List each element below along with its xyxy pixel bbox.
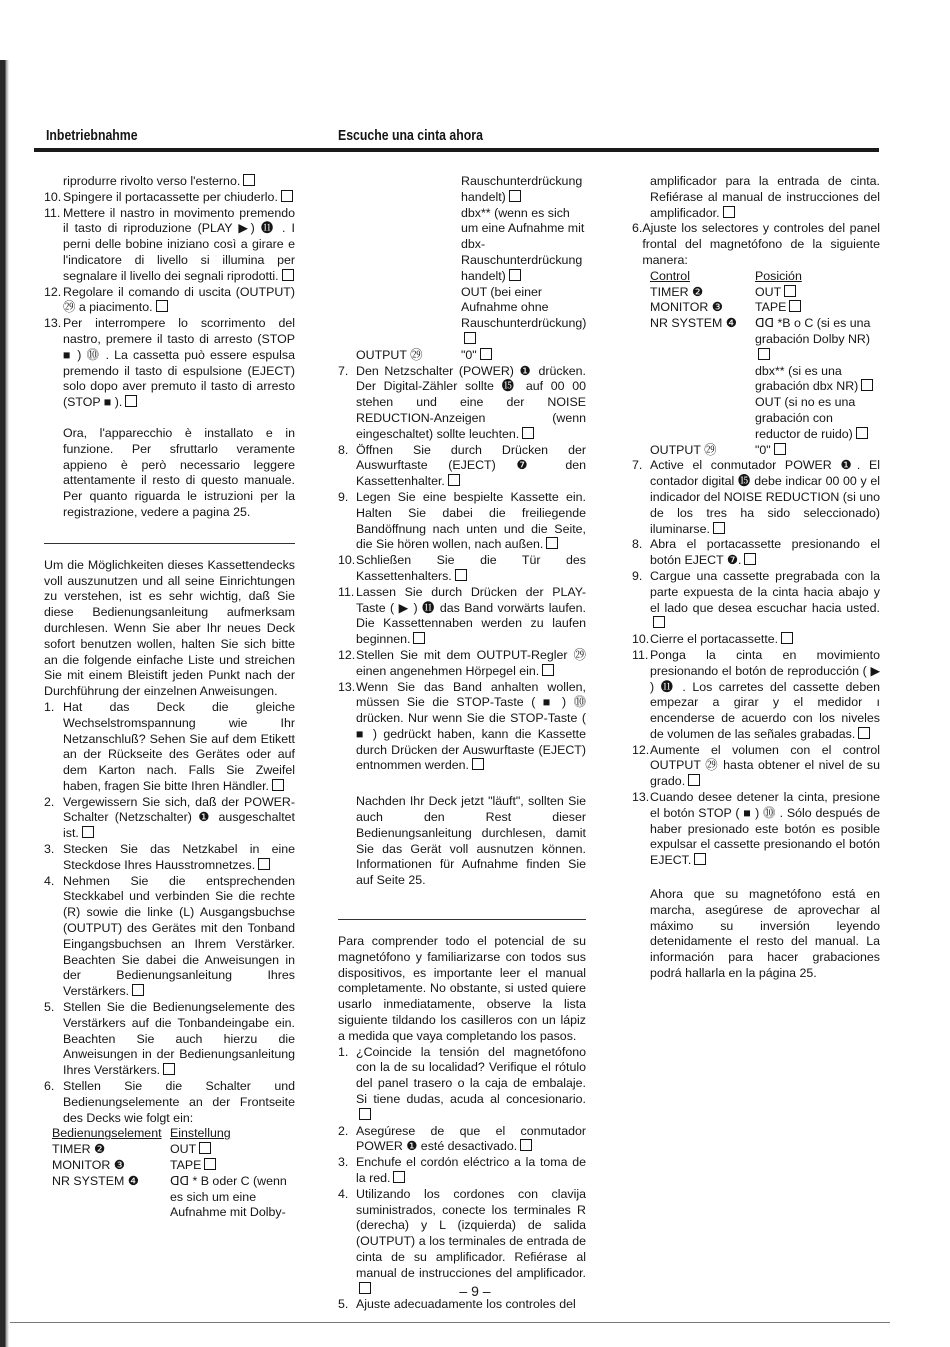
checkbox[interactable] — [861, 379, 873, 391]
step-text: Legen Sie eine bespielte Kassette ein. Halten Sie dabei die freiliegende Bandöffnung nach unten und die Seite, die Sie hören wollen, nach außen. — [356, 489, 586, 552]
list-item — [338, 490, 586, 553]
list-item — [338, 1045, 586, 1124]
checkbox[interactable] — [281, 190, 293, 202]
checkbox[interactable] — [522, 427, 534, 439]
control-name: MONITOR ❸ — [650, 300, 723, 315]
table-header-control: Control — [650, 268, 690, 283]
step-text: Ajuste adecuadamente los controles del — [356, 1297, 576, 1312]
table-row — [650, 364, 880, 396]
step-number: 11. — [44, 205, 61, 220]
list-item — [44, 316, 295, 411]
step-number: 11. — [338, 584, 355, 599]
step-text: Cierre el portacassette. — [650, 632, 779, 647]
italian-closing-paragraph: Ora, l'apparecchio è installato e in funzione. Per sfruttarlo veramente appieno è però necessario leggere attentamente il resto di questo manuale. Per quanto riguarda le istruzioni per la registrazione, vedere a pagina 25. — [63, 425, 295, 519]
control-name — [650, 395, 755, 442]
step-number — [44, 174, 63, 190]
section-divider — [338, 919, 586, 920]
header-left-title: Inbetriebnahme — [46, 127, 138, 144]
checkbox[interactable] — [272, 779, 284, 791]
checkbox[interactable] — [132, 984, 144, 996]
checkbox[interactable] — [448, 474, 460, 486]
step-number: 10. — [632, 632, 650, 647]
checkbox[interactable] — [163, 1063, 175, 1075]
list-item — [338, 443, 586, 490]
step-text: Per interrompere lo scorrimento del nastro, premere il tasto di arresto (STOP ■ ) ⓾ . La cassetta può essere espulsa premendo il tasto di espulsione (EJECT) solo dopo aver premuto il tasto di arresto (STOP ■ ). — [63, 316, 295, 410]
step-number: 3. — [338, 1155, 349, 1170]
checkbox[interactable] — [455, 569, 467, 581]
step-number: 4. — [44, 873, 55, 888]
step-number: 2. — [44, 794, 55, 809]
control-name: OUTPUT ㉙ — [650, 442, 717, 457]
step-text: Cuando desee detener la cinta, presione el botón STOP ( ■ ) ⓾ . Sólo después de haber presionado este botón es posible expulsar el cassette presionando el botón EJECT. — [650, 790, 880, 868]
checkbox[interactable] — [282, 269, 294, 281]
step-text: Öffnen Sie durch Drücken der Auswurftaste (EJECT) ❼ den Kassettenhalter. — [356, 442, 586, 489]
step-number: 13. — [44, 316, 62, 331]
table-row — [650, 395, 880, 442]
checkbox[interactable] — [758, 348, 770, 360]
step-text: Stellen Sie die Bedienungselemente des Verstärkers auf die Tonbandeingabe ein. Beachten Sie auch hierzu die Anweisungen in der Bedienungsanleitung Ihres Verstärkers. — [63, 1000, 295, 1078]
checkbox[interactable] — [82, 826, 94, 838]
setting-value: TAPE — [170, 1158, 202, 1173]
setting-value: dbx** (si es una grabación dbx NR) — [755, 363, 859, 394]
step-number: 13. — [632, 790, 650, 805]
spanish-closing-paragraph: Ahora que su magnetófono está en marcha, asegúrese de aprovechar al máximo su inversión leyendo detenidamente el resto del manual. La información para hacer grabaciones podrá hallarla en la página 25. — [650, 887, 880, 981]
german-settings-table — [44, 1126, 295, 1221]
step-text: Mettere il nastro in movimento premendo il tasto di riproduzione (PLAY ▶) ⓫ . I perni delle bobine iniziano così a girare e l'indicatore di livello si illumina per segnalare il livello dei segnali riprodotti. — [63, 205, 295, 283]
header-rule — [34, 148, 879, 152]
list-item — [338, 648, 586, 680]
list-item — [632, 174, 880, 221]
step-text: Abra el portacassette presionando el botón EJECT ❼. — [650, 537, 880, 568]
checkbox[interactable] — [520, 1139, 532, 1151]
table-row — [356, 206, 586, 285]
setting-value: OUT (bei einer Aufnahme ohne Rauschunterdrückung) — [461, 284, 587, 331]
list-item — [632, 569, 880, 632]
table-row — [356, 174, 586, 206]
checkbox[interactable] — [204, 1158, 216, 1170]
step-text: Stecken Sie das Netzkabel in eine Steckdose Ihres Hausstromnetzes. — [63, 842, 295, 872]
step-text: Utilizando los cordones con clavija suministrados, conecte los terminales R (derecha) y L (izquierda) de salida (OUTPUT) a los terminales de entrada de cinta de su amplificador. Refiérase al manual de instrucciones del amplificador. — [356, 1186, 586, 1280]
step-number: 9. — [632, 568, 643, 583]
list-item — [44, 285, 295, 317]
column-2 — [338, 174, 586, 1313]
spanish-steps — [338, 1045, 586, 1314]
section-divider — [44, 543, 295, 544]
list-item — [44, 1000, 295, 1079]
table-row — [650, 300, 880, 316]
step-number: 5. — [44, 1000, 55, 1015]
step-text: Ponga la cinta en movimiento presionando el botón de reproducción ( ▶ ) ⓫ . Los carretes del cassette deben empezar a girar y el medidor ı encenderse de acuerdo con los niveles de volumen de las señales grabadas. — [650, 647, 880, 741]
step-text: Den Netzschalter (POWER) ❶ drücken. Der Digital-Zähler sollte ⓯ auf 00 00 stehen und eine der NOISE REDUCTION-Anzeigen (wenn eingeschaltet) sollte leuchten. — [356, 363, 586, 441]
checkbox[interactable] — [258, 858, 270, 870]
setting-value: "0" — [755, 442, 771, 457]
checkbox[interactable] — [653, 616, 665, 628]
step-text: Hat das Deck die gleiche Wechselstromspannung wie Ihr Netzanschluß? Sehen Sie auf dem Etikett an der Rückseite des Gerätes oder auf dem Karton nach. Falls Sie Zweifel haben, fragen Sie bitte Ihren Händler. — [63, 699, 295, 793]
list-item — [338, 1297, 586, 1313]
list-item — [338, 680, 586, 775]
step-text: amplificador para la entrada de cinta. Refiérase al manual de instrucciones del amplificador. — [650, 174, 880, 220]
page-number: – 9 – — [459, 1283, 491, 1299]
list-item — [632, 537, 880, 569]
step-text: ¿Coincide la tensión del magnetófono con la de su localidad? Verifique el rótulo del panel trasero o la caja de embalaje. Si tiene dudas, acuda al concesionario. — [356, 1044, 586, 1107]
checkbox[interactable] — [243, 174, 255, 186]
table-row — [356, 348, 586, 364]
step-number: 10. — [44, 189, 62, 204]
list-item — [632, 458, 880, 537]
checkbox[interactable] — [781, 632, 793, 644]
checkbox[interactable] — [744, 553, 756, 565]
bottom-scan-line — [10, 1322, 890, 1323]
table-row — [650, 316, 880, 363]
list-item — [44, 1079, 295, 1126]
checkbox[interactable] — [464, 332, 476, 344]
step-text: Aumente el volumen con el control OUTPUT ㉙ hasta obtener el nivel de su grado. — [650, 742, 880, 789]
step-number: 6. — [632, 221, 643, 236]
control-name — [650, 364, 755, 396]
step-text: Lassen Sie durch Drücken der PLAY-Taste ( ▶ ) ⓫ das Band vorwärts laufen. Die Kassettennaben werden zu laufen beginnen. — [356, 584, 586, 647]
german-steps-continued — [338, 364, 586, 775]
list-item — [632, 632, 880, 648]
step-text: riprodurre rivolto verso l'esterno. — [63, 174, 241, 188]
step-number: 4. — [338, 1186, 349, 1201]
checkbox[interactable] — [774, 443, 786, 455]
spanish-settings-table — [632, 269, 880, 459]
step-number: 12. — [338, 647, 356, 662]
checkbox[interactable] — [125, 395, 137, 407]
spanish-steps-continued — [632, 458, 880, 869]
checkbox[interactable] — [546, 537, 558, 549]
step-number: 3. — [44, 842, 55, 857]
control-name: MONITOR ❸ — [52, 1158, 125, 1173]
checkbox[interactable] — [789, 300, 801, 312]
checkbox[interactable] — [694, 853, 706, 865]
step-number: 13. — [338, 679, 356, 694]
checkbox[interactable] — [784, 285, 796, 297]
table-header-control: Bedienungselement — [52, 1126, 162, 1141]
step-number: 11. — [632, 647, 649, 662]
step-number: 8. — [338, 442, 349, 457]
setting-value: "0" — [461, 347, 477, 362]
step-text: Schließen Sie die Tür des Kassettenhalters. — [356, 553, 586, 583]
checkbox[interactable] — [480, 348, 492, 360]
list-item — [632, 743, 880, 790]
control-name — [356, 174, 461, 206]
step-text: Enchufe el cordón eléctrico a la toma de la red. — [356, 1155, 586, 1186]
list-item — [632, 790, 880, 869]
list-item — [338, 1124, 586, 1156]
step-text: Cargue una cassette pregrabada con la parte expuesta de la cinta hacia abajo y el lado que desea escuchar hacia usted. — [650, 568, 880, 615]
setting-value: OUT — [170, 1142, 197, 1157]
step-text: Asegúrese de que el conmutador POWER ❶ esté desactivado. — [356, 1123, 586, 1154]
control-name: NR SYSTEM ❹ — [650, 316, 737, 331]
checkbox[interactable] — [858, 727, 870, 739]
checkbox[interactable] — [199, 1142, 211, 1154]
setting-value: dbx** (wenn es sich um eine Aufnahme mit dbx-Rauschunterdrückung handelt) — [461, 205, 585, 283]
column-1 — [44, 174, 295, 1221]
list-item — [338, 553, 586, 585]
setting-value: TAPE — [755, 300, 787, 315]
step-text: Wenn Sie das Band anhalten wollen, müssen Sie die STOP-Taste ( ■ ) ⓾ drücken. Nur wenn Sie die STOP-Taste ( ■ ) gedrückt haben, kann die Kassette durch Drücken der Auswurftaste (EJECT) entnommen werden. — [356, 679, 586, 773]
list-item — [338, 364, 586, 443]
checkbox[interactable] — [156, 300, 168, 312]
step-text: Stellen Sie mit dem OUTPUT-Regler ㉙ einen angenehmen Hörpegel ein. — [356, 647, 586, 678]
list-item — [44, 206, 295, 285]
step-number: 7. — [632, 458, 643, 473]
column-3 — [632, 174, 880, 982]
step-number: 2. — [338, 1123, 349, 1138]
german-intro-paragraph: Um die Möglichkeiten dieses Kassettendecks voll auszunutzen und all seine Einrichtungen zu verstehen, ist es sehr wichtig, daß Sie diese Bedienungsanleitung aufmerksam durchlesen. Wenn Sie aber Ihr neues Deck sofort benutzen wollen, halten Sie sich bitte an die folgende einfache Liste und streichen Sie mit einem Bleistift jeden Punkt nach der Durchführung der einzelnen Anweisungen. — [44, 557, 295, 699]
header-right-title: Escuche una cinta ahora — [338, 127, 483, 144]
step-number: 9. — [338, 489, 349, 504]
page-binding-edge — [0, 60, 9, 1347]
setting-value: OUT (si no es una grabación con reductor de ruido) — [755, 395, 856, 441]
list-item — [44, 842, 295, 874]
step-number: 1. — [44, 699, 55, 714]
spanish-intro-paragraph: Para comprender todo el potencial de su magnetófono y familiarizarse con todos sus dispositivos, es importante leer el manual completamente. No obstante, si usted quiere usarlo inmediatamente, observe la lista siguiente tildando los casilleros con un lápiz a medida que vaya completando los pasos. — [338, 934, 586, 1043]
checkbox[interactable] — [688, 774, 700, 786]
step-text: Ajuste los selectores y controles del panel frontal del magnetófono de la siguiente manera: — [642, 221, 880, 267]
step-number: 5. — [338, 1297, 349, 1312]
step-number: 6. — [44, 1079, 55, 1094]
control-name: TIMER ❷ — [650, 284, 704, 299]
checkbox[interactable] — [542, 664, 554, 676]
german-steps — [44, 700, 295, 1127]
list-item — [338, 1187, 586, 1298]
list-item — [44, 190, 295, 206]
step-text: Nehmen Sie die entsprechenden Steckkabel und verbinden Sie die rechte (R) sowie die linke (L) Ausgangsbuchse (OUTPUT) des Gerätes mit den Tonband Eingangsbuchsen an Ihrem Verstärker. Beachten Sie dabei die Anweisungen in der Bedienungsanleitung Ihres Verstärkers. — [63, 873, 295, 999]
step-text: Active el conmutador POWER ❶. El contador digital ⓯ debe indicar 00 00 y el indicador del NOISE REDUCTION (si uno de los tres ha sido seleccionado) iluminarse. — [650, 458, 880, 536]
table-row — [52, 1158, 295, 1174]
table-row — [650, 443, 880, 459]
setting-value: ᗡᗡ * B oder C (wenn es sich um eine Aufnahme mit Dolby- — [170, 1173, 287, 1220]
step-number: 1. — [338, 1044, 349, 1059]
step-number: 12. — [44, 284, 62, 299]
setting-value: OUT — [755, 284, 782, 299]
checkbox[interactable] — [723, 206, 735, 218]
checkbox[interactable] — [713, 522, 725, 534]
setting-value: ᗡᗡ *B o C (si es una grabación Dolby NR) — [755, 316, 871, 346]
german-settings-table-continued — [338, 174, 586, 364]
step-text: Regolare il comando di uscita (OUTPUT) ㉙ a piacimento. — [63, 284, 295, 315]
control-name: TIMER ❷ — [52, 1142, 106, 1157]
table-row — [356, 285, 586, 348]
list-item — [44, 874, 295, 1000]
table-header-setting: Posición — [755, 268, 802, 283]
list-item — [44, 795, 295, 842]
step-number: 10. — [338, 553, 356, 568]
step-text: Vergewissern Sie sich, daß der POWER-Schalter (Netzschalter) ❶ ausgeschaltet ist. — [63, 794, 295, 841]
list-item — [338, 1155, 586, 1187]
step-number: 8. — [632, 537, 643, 552]
table-row — [52, 1174, 295, 1221]
checkbox[interactable] — [359, 1108, 371, 1120]
step-text: Stellen Sie die Schalter und Bedienungselemente an der Frontseite des Decks wie folgt ein: — [63, 1079, 295, 1125]
german-closing-paragraph: Nachden Ihr Deck jetzt "läuft", sollten Sie auch den Rest dieser Bedienungsanleitung durchlesen, damit Sie das Gerät voll ausnutzen können. Informationen für Aufnahme finden Sie auf Seite 25. — [356, 794, 586, 888]
list-item — [44, 700, 295, 795]
list-item — [338, 585, 586, 648]
list-item — [632, 221, 880, 268]
control-name: NR SYSTEM ❹ — [52, 1173, 139, 1188]
table-header-setting: Einstellung — [170, 1126, 231, 1141]
checkbox[interactable] — [393, 1171, 405, 1183]
table-row — [650, 285, 880, 301]
control-name: OUTPUT ㉙ — [356, 347, 423, 362]
control-name — [356, 285, 461, 348]
table-row — [52, 1142, 295, 1158]
list-item — [632, 648, 880, 743]
checkbox[interactable] — [856, 427, 868, 439]
checkbox[interactable] — [509, 269, 521, 281]
checkbox[interactable] — [413, 632, 425, 644]
step-number: 12. — [632, 742, 650, 757]
italian-steps — [44, 174, 295, 411]
setting-value: Rauschunterdrückung handelt) — [461, 174, 583, 204]
list-item — [44, 174, 295, 190]
step-text: Spingere il portacassette per chiuderlo. — [63, 189, 278, 204]
checkbox[interactable] — [472, 758, 484, 770]
control-name — [356, 206, 461, 285]
step-number: 7. — [338, 363, 349, 378]
checkbox[interactable] — [509, 190, 521, 202]
